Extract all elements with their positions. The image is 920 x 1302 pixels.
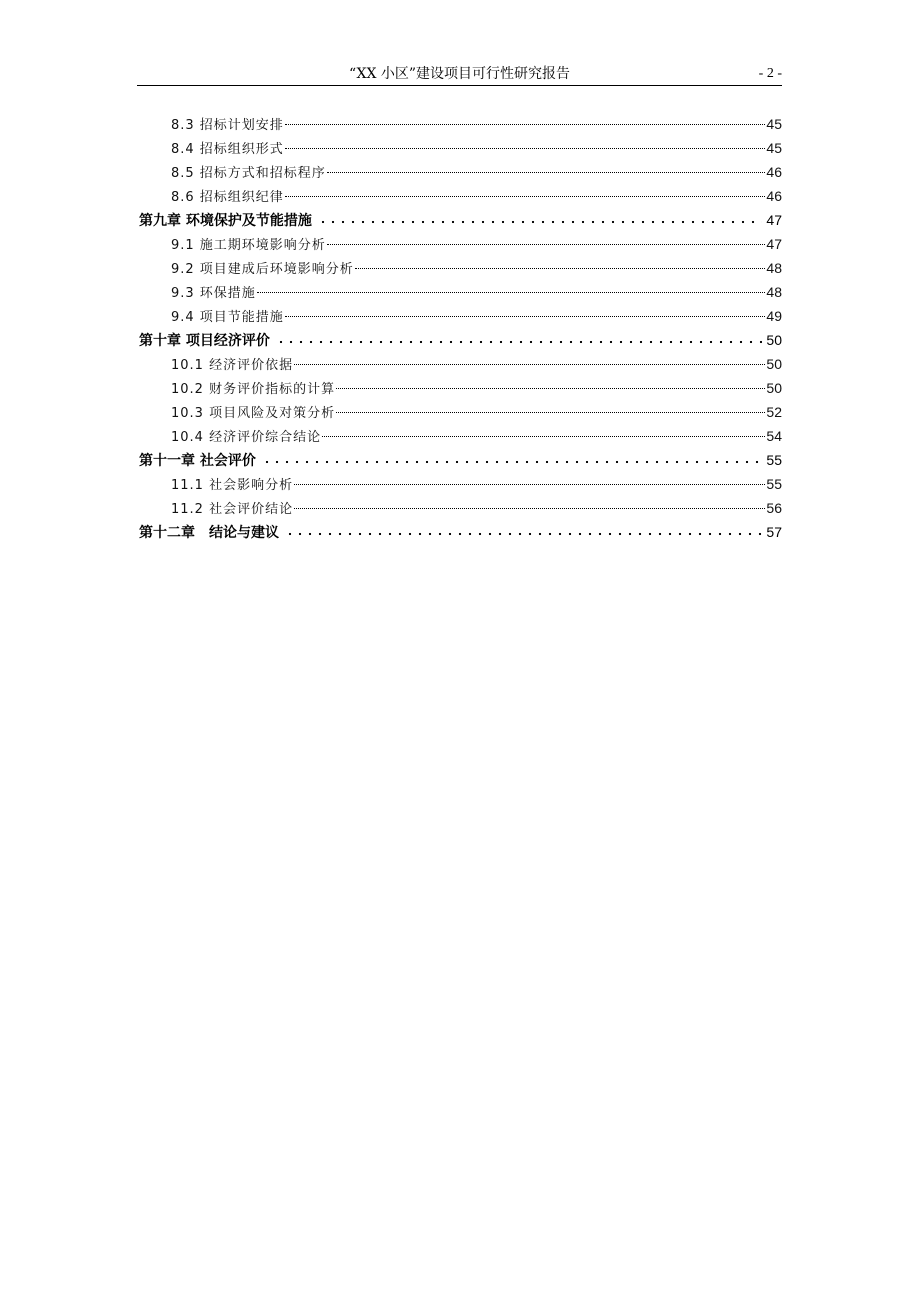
toc-entry-page: 46 bbox=[766, 188, 782, 204]
toc-chapter-page: 57 bbox=[766, 524, 782, 540]
toc-entry-page: 48 bbox=[766, 284, 782, 300]
toc-chapter-page: 50 bbox=[766, 332, 782, 348]
toc-entry-label: 9.4 项目节能措施 bbox=[171, 310, 284, 325]
dot-leader bbox=[336, 412, 765, 413]
toc-entry-page: 54 bbox=[766, 428, 782, 444]
dot-leader bbox=[294, 508, 765, 509]
dot-leader bbox=[285, 196, 766, 197]
toc-entry-page: 50 bbox=[766, 356, 782, 372]
toc-entry[interactable] bbox=[139, 280, 782, 304]
toc-chapter[interactable] bbox=[139, 520, 782, 544]
toc-entry[interactable] bbox=[139, 424, 782, 448]
toc-entry-label: 9.1 施工期环境影响分析 bbox=[171, 238, 326, 253]
toc-entry-label: 9.3 环保措施 bbox=[171, 286, 256, 301]
toc-entry-page: 45 bbox=[766, 116, 782, 132]
toc-entry-label: 10.1 经济评价依据 bbox=[171, 358, 294, 373]
toc-entry-label: 11.2 社会评价结论 bbox=[171, 502, 294, 517]
toc-entry[interactable] bbox=[139, 160, 782, 184]
dot-leader bbox=[274, 331, 763, 345]
toc-entry[interactable] bbox=[139, 256, 782, 280]
dot-leader bbox=[327, 244, 766, 245]
toc-entry[interactable] bbox=[139, 400, 782, 424]
toc-entry-label: 8.5 招标方式和招标程序 bbox=[171, 166, 326, 181]
dot-leader bbox=[260, 451, 763, 465]
toc-entry-label: 10.2 财务评价指标的计算 bbox=[171, 382, 336, 397]
toc-entry-label: 9.2 项目建成后环境影响分析 bbox=[171, 262, 354, 277]
toc-entry[interactable] bbox=[139, 496, 782, 520]
toc-entry[interactable] bbox=[139, 112, 782, 136]
dot-leader bbox=[316, 211, 763, 225]
dot-leader bbox=[285, 316, 766, 317]
toc-entry-page: 52 bbox=[766, 404, 782, 420]
page-header bbox=[137, 64, 782, 86]
toc-chapter-page: 47 bbox=[766, 212, 782, 228]
toc-entry[interactable] bbox=[139, 352, 782, 376]
toc-entry-page: 47 bbox=[766, 236, 782, 252]
toc-entry-label: 8.4 招标组织形式 bbox=[171, 142, 284, 157]
table-of-contents bbox=[139, 112, 782, 544]
toc-entry[interactable] bbox=[139, 376, 782, 400]
toc-entry[interactable] bbox=[139, 304, 782, 328]
toc-entry[interactable] bbox=[139, 184, 782, 208]
dot-leader bbox=[285, 148, 766, 149]
toc-chapter-label: 第九章 环境保护及节能措施 bbox=[139, 213, 312, 229]
dot-leader bbox=[285, 124, 766, 125]
dot-leader bbox=[355, 268, 766, 269]
toc-chapter[interactable] bbox=[139, 328, 782, 352]
toc-entry-page: 55 bbox=[766, 476, 782, 492]
header-title: “XX 小区”建设项目可行性研究报告 bbox=[348, 66, 571, 82]
toc-entry[interactable] bbox=[139, 232, 782, 256]
toc-entry-page: 46 bbox=[766, 164, 782, 180]
toc-entry[interactable] bbox=[139, 472, 782, 496]
toc-entry-page: 50 bbox=[766, 380, 782, 396]
toc-entry-label: 8.3 招标计划安排 bbox=[171, 118, 284, 133]
toc-entry-label: 10.3 项目风险及对策分析 bbox=[171, 406, 336, 421]
dot-leader bbox=[327, 172, 766, 173]
toc-entry[interactable] bbox=[139, 136, 782, 160]
toc-entry-page: 45 bbox=[766, 140, 782, 156]
dot-leader bbox=[294, 484, 765, 485]
toc-chapter[interactable] bbox=[139, 448, 782, 472]
toc-entry-page: 56 bbox=[766, 500, 782, 516]
dot-leader bbox=[283, 523, 762, 537]
dot-leader bbox=[257, 292, 766, 293]
dot-leader bbox=[336, 388, 765, 389]
dot-leader bbox=[294, 364, 765, 365]
toc-entry-label: 8.6 招标组织纪律 bbox=[171, 190, 284, 205]
dot-leader bbox=[322, 436, 765, 437]
header-page-number: - 2 - bbox=[758, 66, 782, 81]
toc-chapter-page: 55 bbox=[766, 452, 782, 468]
toc-chapter-label: 第十二章 结论与建议 bbox=[139, 525, 279, 541]
toc-entry-label: 11.1 社会影响分析 bbox=[171, 478, 294, 493]
toc-entry-page: 48 bbox=[766, 260, 782, 276]
toc-chapter-label: 第十一章 社会评价 bbox=[139, 453, 256, 469]
toc-entry-page: 49 bbox=[766, 308, 782, 324]
toc-chapter[interactable] bbox=[139, 208, 782, 232]
toc-entry-label: 10.4 经济评价综合结论 bbox=[171, 430, 322, 445]
toc-chapter-label: 第十章 项目经济评价 bbox=[139, 333, 270, 349]
